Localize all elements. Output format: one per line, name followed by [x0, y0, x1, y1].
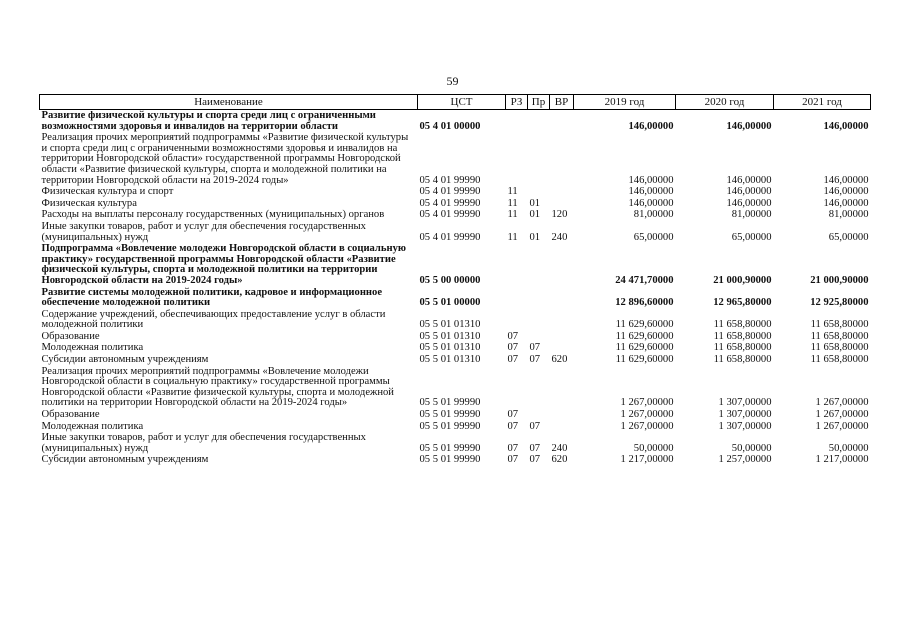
cell-pr: 01	[529, 197, 541, 209]
table-row	[40, 287, 871, 309]
cell-pr	[528, 110, 550, 133]
cell-vr	[550, 198, 574, 210]
cell-rz: 07	[507, 342, 519, 354]
table-row	[40, 209, 871, 221]
cell-name: Молодежная политика	[41, 420, 144, 432]
cell-2020: 1 307,00000	[718, 409, 772, 421]
cell-pr	[528, 243, 550, 286]
cell-pr: 07	[529, 354, 541, 366]
cell-2021: 50,00000	[828, 442, 869, 454]
cell-name: Субсидии автономным учреждениям	[41, 454, 209, 466]
cell-2020: 146,00000	[726, 186, 772, 198]
cell-name: Подпрограмма «Вовлечение молодежи Новгородской области в социальную практику» государственной программы Новгородской области «Развитие физической культуры, спорта и молодежной политики на территории Новгородской области на 2019-2024 годы»	[41, 243, 406, 286]
page-number: 59	[446, 74, 459, 88]
cell-cst: 05 4 01 00000	[419, 120, 481, 132]
cell-cst: 05 5 01 01310	[419, 319, 481, 331]
cell-rz	[506, 243, 528, 286]
cell-2021: 146,00000	[823, 186, 869, 198]
cell-2021: 146,00000	[823, 197, 869, 209]
cell-name: Расходы на выплаты персоналу государственных (муниципальных) органов	[41, 209, 385, 221]
header-rz: РЗ	[506, 95, 528, 110]
cell-2020: 146,00000	[726, 174, 772, 186]
cell-2021: 1 267,00000	[815, 409, 869, 421]
cell-2021: 1 267,00000	[815, 420, 869, 432]
cell-2020: 1 307,00000	[718, 420, 772, 432]
header-pr: Пр	[528, 95, 550, 110]
cell-2019: 146,00000	[628, 120, 674, 132]
cell-pr: 01	[529, 209, 541, 221]
cell-vr	[550, 186, 574, 198]
table-row	[40, 243, 871, 286]
cell-2019: 1 267,00000	[620, 409, 674, 421]
cell-vr	[550, 409, 574, 421]
cell-2021: 81,00000	[828, 209, 869, 221]
cell-rz	[506, 132, 528, 186]
cell-vr: 120	[551, 209, 568, 221]
cell-rz	[506, 287, 528, 309]
cell-2021: 11 658,80000	[810, 330, 869, 342]
cell-2021: 146,00000	[823, 120, 869, 132]
cell-name: Образование	[41, 330, 100, 342]
cell-name: Субсидии автономным учреждениям	[41, 354, 209, 366]
cell-rz	[506, 366, 528, 409]
table-row	[40, 354, 871, 366]
table-row	[40, 342, 871, 354]
table-row	[40, 110, 871, 133]
cell-vr	[550, 342, 574, 354]
cell-2020: 50,00000	[731, 442, 772, 454]
cell-vr	[550, 110, 574, 133]
cell-pr: 07	[529, 454, 541, 466]
table-row	[40, 366, 871, 409]
cell-rz: 07	[507, 409, 519, 421]
header-2019: 2019 год	[574, 95, 676, 110]
cell-cst: 05 5 01 99990	[419, 454, 481, 466]
cell-2020: 21 000,90000	[713, 274, 772, 286]
cell-vr	[550, 287, 574, 309]
cell-2020: 11 658,80000	[713, 342, 772, 354]
cell-name: Содержание учреждений, обеспечивающих предоставление услуг в области молодежной политики	[41, 308, 386, 331]
cell-2019: 12 896,60000	[615, 297, 674, 309]
cell-cst: 05 5 01 99990	[419, 409, 481, 421]
cell-rz	[506, 110, 528, 133]
cell-rz: 07	[507, 330, 519, 342]
cell-pr: 07	[529, 420, 541, 432]
table-row	[40, 221, 871, 243]
table-row	[40, 132, 871, 186]
cell-vr: 620	[551, 354, 568, 366]
cell-vr	[550, 309, 574, 331]
table-header-row	[40, 95, 871, 110]
table-row	[40, 409, 871, 421]
cell-rz: 07	[507, 420, 519, 432]
cell-name: Иные закупки товаров, работ и услуг для обеспечения государственных (муниципальных) нужд	[41, 432, 366, 454]
table-row	[40, 186, 871, 198]
cell-cst: 05 4 01 99990	[419, 174, 481, 186]
cell-2019: 1 267,00000	[620, 397, 674, 409]
cell-rz: 11	[507, 186, 518, 198]
cell-name: Физическая культура и спорт	[41, 186, 174, 198]
cell-2019: 146,00000	[628, 186, 674, 198]
cell-2019: 50,00000	[633, 442, 674, 454]
cell-2019: 11 629,60000	[615, 330, 674, 342]
cell-cst: 05 4 01 99990	[419, 186, 481, 198]
cell-2019: 1 217,00000	[620, 454, 674, 466]
cell-2020: 1 307,00000	[718, 397, 772, 409]
cell-cst: 05 5 01 99990	[419, 420, 481, 432]
cell-2021: 65,00000	[828, 231, 869, 243]
table-row	[40, 432, 871, 454]
table-row	[40, 454, 871, 466]
table-row	[40, 331, 871, 343]
cell-cst: 05 5 01 99990	[419, 442, 481, 454]
cell-2020: 146,00000	[726, 120, 772, 132]
cell-rz: 07	[507, 354, 519, 366]
cell-2019: 146,00000	[628, 197, 674, 209]
cell-pr	[528, 132, 550, 186]
cell-2020: 11 658,80000	[713, 319, 772, 331]
cell-pr: 07	[529, 442, 541, 454]
cell-2020: 11 658,80000	[713, 354, 772, 366]
header-2020: 2020 год	[676, 95, 774, 110]
cell-cst: 05 5 01 00000	[419, 297, 481, 309]
cell-2021: 146,00000	[823, 174, 869, 186]
cell-vr	[550, 132, 574, 186]
cell-name: Образование	[41, 409, 100, 421]
cell-2019: 81,00000	[633, 209, 674, 221]
cell-vr	[550, 421, 574, 433]
cell-name: Реализация прочих мероприятий подпрограммы «Развитие физической культуры и спорта среди лиц с ограниченными возможностями здоровья и инвалидов на территории Новгородской области» государственной программы Новгородской области «Развитие физической культуры, спорта и молодежной политики на территории Новгородской области на 2019-2024 годы»	[41, 132, 409, 186]
cell-name: Развитие физической культуры и спорта среди лиц с ограниченными возможностями здоровья и инвалидов на территории области	[41, 110, 376, 132]
cell-vr: 240	[551, 231, 568, 243]
cell-2021: 1 217,00000	[815, 454, 869, 466]
cell-2021: 11 658,80000	[810, 319, 869, 331]
cell-rz	[506, 309, 528, 331]
table-row	[40, 421, 871, 433]
cell-pr: 07	[529, 342, 541, 354]
cell-pr	[528, 409, 550, 421]
cell-name: Физическая культура	[41, 197, 137, 209]
cell-2021: 21 000,90000	[810, 274, 869, 286]
table-row	[40, 309, 871, 331]
cell-2020: 11 658,80000	[713, 330, 772, 342]
cell-cst: 05 5 01 01310	[419, 354, 481, 366]
header-name: Наименование	[40, 95, 418, 110]
cell-2020: 81,00000	[731, 209, 772, 221]
cell-name: Реализация прочих мероприятий подпрограммы «Вовлечение молодежи Новгородской области в социальную практику» государственной программы Новгородской области «Развитие физической культуры, спорта и молодежной политики на территории Новгородской области на 2019-2024 годы»	[41, 365, 394, 409]
cell-rz: 07	[507, 442, 519, 454]
header-cst: ЦСТ	[418, 95, 506, 110]
cell-2019: 146,00000	[628, 174, 674, 186]
cell-rz: 07	[507, 454, 519, 466]
cell-2019: 1 267,00000	[620, 420, 674, 432]
cell-name: Развитие системы молодежной политики, кадровое и информационное обеспечение молодежной политики	[41, 286, 383, 309]
cell-2021: 1 267,00000	[815, 397, 869, 409]
cell-rz: 11	[507, 231, 518, 243]
cell-vr: 240	[551, 442, 568, 454]
cell-2020: 1 257,00000	[718, 454, 772, 466]
cell-2021: 12 925,80000	[810, 297, 869, 309]
cell-rz: 11	[507, 197, 518, 209]
cell-pr	[528, 287, 550, 309]
cell-pr: 01	[529, 231, 541, 243]
cell-vr	[550, 366, 574, 409]
cell-2019: 65,00000	[633, 231, 674, 243]
cell-cst: 05 5 00 00000	[419, 274, 481, 286]
cell-cst: 05 5 01 01310	[419, 330, 481, 342]
cell-2019: 11 629,60000	[615, 342, 674, 354]
cell-vr	[550, 243, 574, 286]
table-row	[40, 198, 871, 210]
cell-cst: 05 4 01 99990	[419, 231, 481, 243]
table-body	[40, 110, 871, 467]
cell-2020: 12 965,80000	[713, 297, 772, 309]
cell-name: Молодежная политика	[41, 342, 144, 354]
header-vr: ВР	[550, 95, 574, 110]
cell-pr	[528, 331, 550, 343]
budget-table	[39, 94, 871, 466]
cell-2019: 11 629,60000	[615, 319, 674, 331]
cell-cst: 05 5 01 99990	[419, 397, 481, 409]
cell-2019: 11 629,60000	[615, 354, 674, 366]
cell-2020: 146,00000	[726, 197, 772, 209]
cell-vr	[550, 331, 574, 343]
header-2021: 2021 год	[774, 95, 871, 110]
cell-cst: 05 4 01 99990	[419, 209, 481, 221]
cell-pr	[528, 309, 550, 331]
cell-pr	[528, 366, 550, 409]
cell-vr: 620	[551, 454, 568, 466]
cell-name: Иные закупки товаров, работ и услуг для обеспечения государственных (муниципальных) нужд	[41, 220, 366, 243]
cell-2021: 11 658,80000	[810, 354, 869, 366]
cell-2019: 24 471,70000	[615, 274, 674, 286]
cell-cst: 05 5 01 01310	[419, 342, 481, 354]
cell-cst: 05 4 01 99990	[419, 197, 481, 209]
cell-pr	[528, 186, 550, 198]
cell-2020: 65,00000	[731, 231, 772, 243]
cell-2021: 11 658,80000	[810, 342, 869, 354]
cell-rz: 11	[507, 209, 518, 221]
